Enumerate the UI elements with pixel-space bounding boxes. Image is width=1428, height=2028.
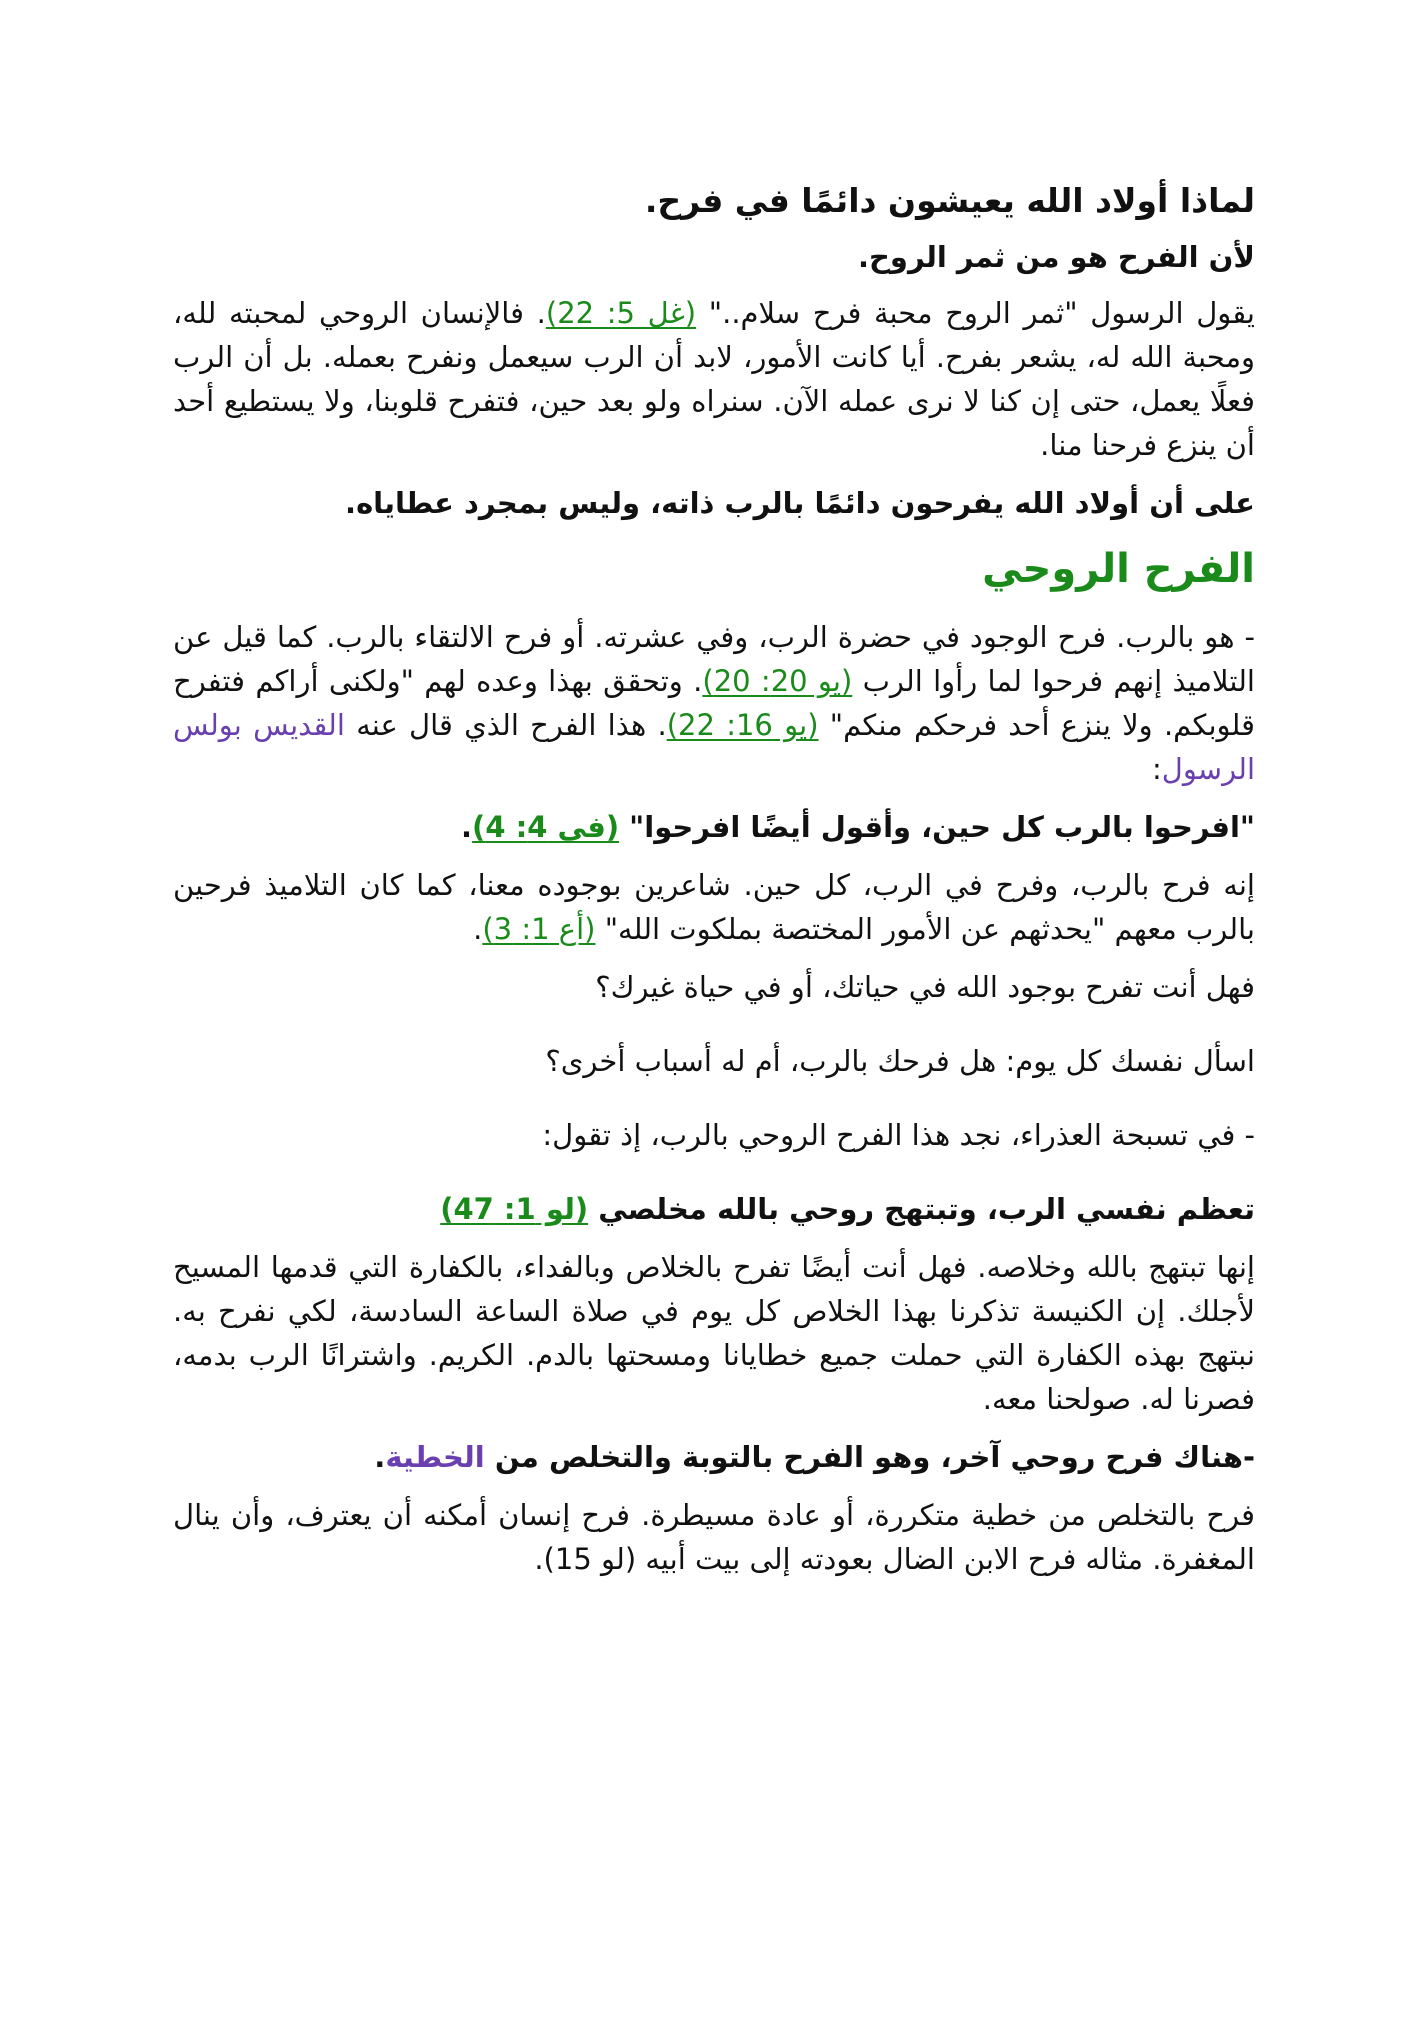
paragraph-text: . — [473, 912, 483, 946]
scripture-ref-link[interactable]: (أع 1: 3) — [482, 912, 596, 946]
paragraph-text: . هذا الفرح الذي قال عنه — [344, 708, 667, 742]
paragraph-virgin-hymn: - في تسبحة العذراء، نجد هذا الفرح الروحي بالرب، إذ تقول: — [542, 1118, 1255, 1152]
scripture-ref-link[interactable]: (يو 16: 22) — [666, 708, 819, 742]
paragraph-text: إنه فرح بالرب، وفرح في الرب، كل حين. شاعرين بوجوده معنا، كما كان التلاميذ فرحين بالرب معهم "يحدثهم عن الأمور المختصة بملكوت الله" — [173, 868, 1255, 946]
paragraph-text: . فالإنسان الروحي لمحبته لله، ومحبة الله له، يشعر بفرح. أيا كانت الأمور، لابد أن الرب سيعمل ونفرح بعمله. بل أن الرب فعلًا يعمل، حتى إن كنا لا نرى عمله الآن. سنراه ولو بعد حين، فتفرح قلوبنا، ولا يستطيع أحد أن ينزع فرحنا منا. — [173, 296, 1255, 462]
paragraph-text: . وتحقق بهذا وعده لهم "ولكنى أراكم فتفرح قلوبكم. ولا ينزع أحد فرحكم منكم" — [173, 664, 1255, 742]
subheading-text: -هناك فرح روحي آخر، وهو الفرح بالتوبة والتخلص من — [484, 1440, 1255, 1474]
paragraph-fruit-of-spirit — [173, 291, 1255, 467]
question-line-1: فهل أنت تفرح بوجود الله في حياتك، أو في حياة غيرك؟ — [595, 970, 1255, 1004]
quote-magnificat — [173, 1187, 1255, 1231]
paragraph-joy-in-lord — [173, 615, 1255, 791]
quote-text: تعظم نفسي الرب، وتبتهج روحي بالله مخلصي — [588, 1192, 1255, 1226]
paragraph-text: : — [1151, 752, 1162, 786]
quote-text: . — [461, 810, 473, 844]
quote-rejoice-always — [173, 805, 1255, 849]
scripture-ref-link[interactable]: (فى 4: 4) — [472, 810, 620, 844]
sin-link[interactable]: الخطية — [385, 1440, 485, 1474]
paragraph-salvation-joy: إنها تبتهج بالله وخلاصه. فهل أنت أيضًا تفرح بالخلاص وبالفداء، بالكفارة التي قدمها المسيح لأجلك. إن الكنيسة تذكرنا بهذا الخلاص كل يوم في صلاة الساعة السادسة، لكي نفرح به. نبتهج بهذه الكفارة التي حملت جميع خطايانا ومسحتها بالدم. الكريم. واشترانًا الرب بدمه، فصرنا له. صولحنا معه. — [173, 1250, 1255, 1416]
subheading-text: . — [374, 1440, 386, 1474]
subheading-rejoice-in-lord: على أن أولاد الله يفرحون دائمًا بالرب ذاته، وليس بمجرد عطاياه. — [345, 486, 1255, 520]
page-title: لماذا أولاد الله يعيشون دائمًا في فرح. — [644, 181, 1255, 220]
paragraph-joy-with-disciples — [173, 863, 1255, 951]
question-line-2: اسأل نفسك كل يوم: هل فرحك بالرب، أم له أسباب أخرى؟ — [545, 1044, 1255, 1078]
paragraph-text: - هو بالرب. فرح الوجود في حضرة الرب، وفي عشرته. أو فرح الالتقاء بالرب. كما قيل عن التلاميذ إنهم فرحوا لما رأوا الرب — [173, 620, 1255, 698]
quote-text: "افرحوا بالرب كل حين، وأقول أيضًا افرحوا" — [619, 810, 1255, 844]
paragraph-text: يقول الرسول "ثمر الروح محبة فرح سلام.." — [696, 296, 1255, 330]
subheading-fruit-of-spirit: لأن الفرح هو من ثمر الروح. — [858, 240, 1255, 274]
scripture-ref-link[interactable]: (يو 20: 20) — [702, 664, 853, 698]
scripture-ref-link[interactable]: (غل 5: 22) — [545, 296, 697, 330]
section-title-spiritual-joy: الفرح الروحي — [982, 546, 1255, 592]
scripture-ref-link[interactable]: (لو 1: 47) — [440, 1192, 589, 1226]
subheading-repentance-joy — [173, 1435, 1255, 1479]
saint-paul-link[interactable]: القديس بولس الرسول — [173, 708, 1255, 786]
paragraph-prodigal-son: فرح بالتخلص من خطية متكررة، أو عادة مسيطرة. فرح إنسان أمكنه أن يعترف، وأن ينال المغفرة. مثاله فرح الابن الضال بعودته إلى بيت أبيه (لو 15). — [173, 1498, 1255, 1576]
